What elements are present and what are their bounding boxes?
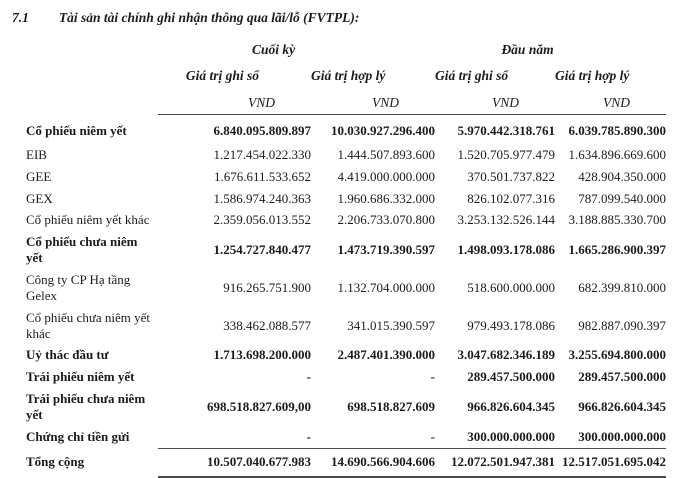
table-body (10, 115, 666, 477)
header-book-value-end: Giá trị ghi sổ (185, 68, 259, 83)
cell-value: 1.473.719.390.597 (337, 242, 436, 258)
currency-label: VND (555, 93, 666, 115)
cell-value: 1.132.704.000.000 (337, 279, 436, 295)
cell-value: 966.826.604.345 (467, 399, 556, 415)
header-fair-value-end: Giá trị hợp lý (311, 68, 386, 83)
cell-value: 2.359.056.013.552 (213, 212, 311, 228)
cell-value: 826.102.077.316 (467, 190, 556, 206)
table-row (10, 209, 666, 231)
cell-value: 12.072.501.947.381 (435, 448, 555, 476)
cell-value: 518.600.000.000 (467, 279, 556, 295)
cell-value: 10.507.040.677.983 (158, 448, 311, 476)
cell-value: 10.030.927.296.400 (331, 123, 436, 138)
table-row (10, 166, 666, 188)
cell-value: 2.487.401.390.000 (337, 347, 436, 363)
cell-value: 982.887.090.397 (578, 317, 667, 333)
cell-value: 1.713.698.200.000 (213, 347, 311, 363)
fvtpl-table (10, 40, 666, 478)
cell-value: 1.960.686.332.000 (337, 190, 436, 206)
cell-value: 1.498.093.178.086 (457, 242, 556, 258)
header-spacer (10, 93, 158, 115)
cell-value: 5.970.442.318.761 (457, 123, 556, 138)
row-label: Cổ phiếu chưa niêm yết (26, 234, 138, 266)
cell-value: 1.444.507.893.600 (337, 146, 436, 162)
row-label: Cổ phiếu niêm yết khác (26, 212, 150, 228)
section-title-text: Tài sản tài chính ghi nhận thông qua lãi/lỗ (FVTPL): (58, 10, 360, 25)
cell-value: 682.399.810.000 (578, 279, 667, 295)
header-spacer (10, 66, 158, 93)
header-columns-row (10, 66, 666, 93)
table-row (10, 426, 666, 448)
table-row (10, 144, 666, 166)
currency-label: VND (311, 93, 435, 115)
table-row (10, 366, 666, 388)
cell-value: 428.904.350.000 (578, 168, 667, 184)
cell-value: 3.255.694.800.000 (568, 347, 667, 363)
row-label: Cổ phiếu chưa niêm yết khác (26, 309, 151, 341)
cell-value: 1.634.896.669.600 (568, 146, 667, 162)
cell-value: - (430, 369, 436, 385)
cell-value: 4.419.000.000.000 (337, 168, 436, 184)
cell-value: 12.517.051.695.042 (555, 448, 666, 476)
cell-value: 1.520.705.977.479 (457, 146, 556, 162)
cell-value: - (306, 369, 311, 385)
cell-value: 1.217.454.022.330 (213, 146, 311, 162)
section-number: 7.1 (12, 10, 29, 25)
cell-value: 1.254.727.840.477 (213, 242, 311, 258)
cell-value: 1.676.611.533.652 (213, 168, 311, 184)
table-row (10, 269, 666, 307)
cell-value: 3.047.682.346.189 (457, 347, 556, 363)
cell-value: 6.840.095.809.897 (213, 123, 311, 138)
header-group-year-start: Đầu năm (501, 42, 554, 57)
cell-value: 966.826.604.345 (578, 399, 667, 415)
cell-value: 300.000.000.000 (467, 428, 556, 444)
currency-label: VND (158, 93, 311, 115)
table-row (10, 344, 666, 366)
cell-value: 787.099.540.000 (578, 190, 667, 206)
cell-value: 338.462.088.577 (223, 317, 311, 333)
header-book-value-start: Giá trị ghi sổ (435, 68, 509, 83)
cell-value: - (430, 428, 436, 444)
header-group-row (10, 40, 666, 66)
row-label: Trái phiếu chưa niêm yết (26, 391, 146, 423)
table-row (10, 231, 666, 269)
row-label: Cổ phiếu niêm yết (26, 122, 127, 138)
cell-value: 698.518.827.609,00 (207, 399, 311, 415)
table-row (10, 448, 666, 476)
cell-value: 341.015.390.597 (347, 317, 436, 333)
row-label: Công ty CP Hạ tầng Gelex (26, 272, 131, 303)
header-spacer (10, 40, 158, 66)
row-label: GEE (26, 168, 52, 184)
cell-value: 1.665.286.900.397 (568, 242, 667, 258)
section-title (10, 8, 666, 26)
table-row (10, 388, 666, 426)
cell-value: 698.518.827.609 (347, 399, 436, 415)
cell-value: 300.000.000.000 (578, 428, 667, 444)
cell-value: 14.690.566.904.606 (311, 448, 435, 476)
cell-value: 3.253.132.526.144 (457, 212, 556, 228)
row-label: EIB (26, 146, 47, 162)
row-label: Trái phiếu niêm yết (26, 369, 135, 385)
cell-value: 979.493.178.086 (467, 317, 556, 333)
row-label: GEX (26, 190, 53, 206)
cell-value: 370.501.737.822 (467, 168, 556, 184)
cell-value: 289.457.500.000 (578, 369, 667, 385)
cell-value: 1.586.974.240.363 (213, 190, 311, 206)
cell-value: 916.265.751.900 (223, 279, 311, 295)
table-row (10, 188, 666, 210)
cell-value: 3.188.885.330.700 (568, 212, 667, 228)
cell-value: - (306, 428, 311, 444)
currency-label: VND (435, 93, 555, 115)
cell-value: 6.039.785.890.300 (568, 123, 667, 138)
cell-value: 2.206.733.070.800 (337, 212, 436, 228)
cell-value: 289.457.500.000 (467, 369, 556, 385)
row-label: Uỷ thác đầu tư (26, 347, 109, 363)
header-currency-row (10, 93, 666, 115)
header-group-period-end: Cuối kỳ (251, 42, 296, 57)
header-fair-value-start: Giá trị hợp lý (555, 68, 630, 83)
row-label: Tổng cộng (26, 454, 85, 469)
table-row (10, 307, 666, 345)
row-label: Chứng chỉ tiền gửi (26, 429, 130, 445)
table-header (10, 40, 666, 115)
table-row (10, 115, 666, 144)
